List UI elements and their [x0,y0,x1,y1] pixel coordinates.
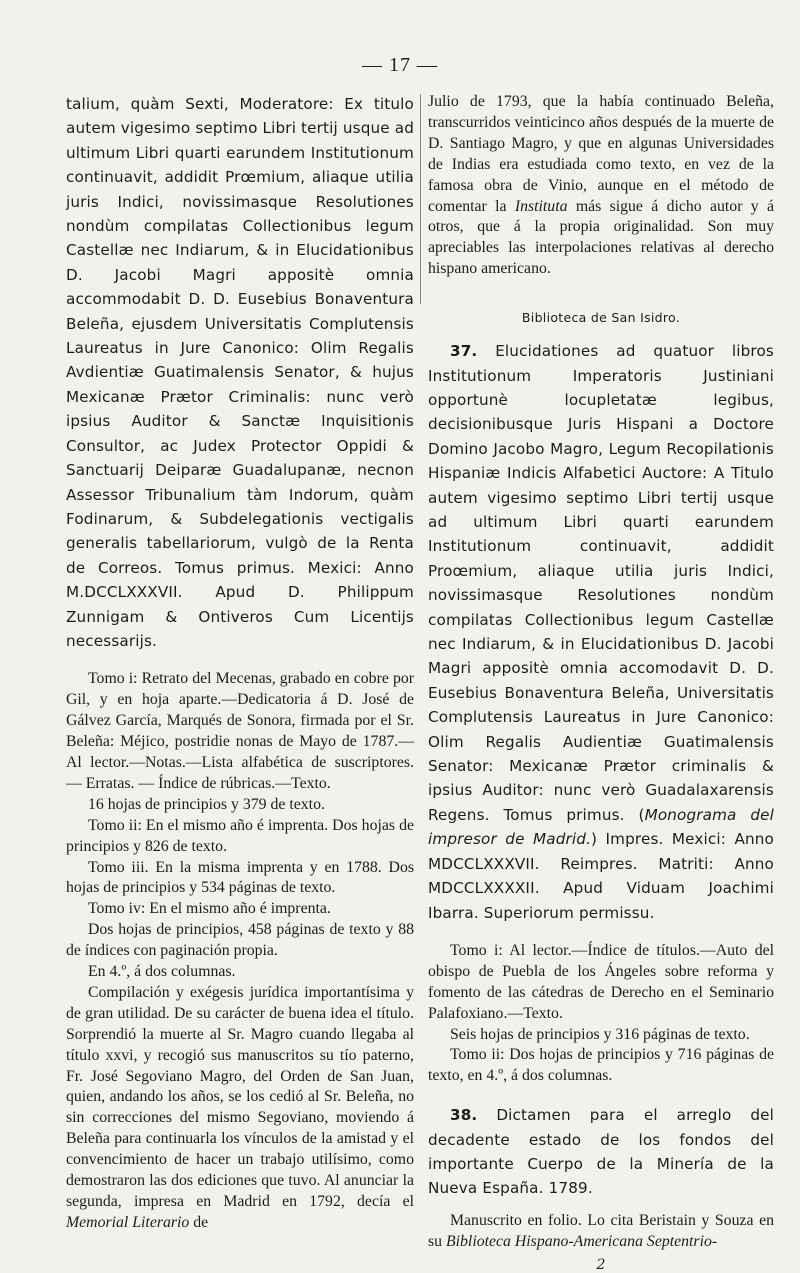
page-number: — 17 — [362,54,438,76]
commentary-end: de [193,1213,209,1231]
entry-38-text: Dictamen para el arreglo del decadente estado de los fondos del importante Cuerpo de la Minería de la Nueva España. 1789. [428,1106,774,1198]
column-divider [420,94,421,304]
tomo-3-description: Tomo iii. En la misma imprenta y en 1788. Dos hojas de principios y 534 páginas de texto. [66,858,414,897]
entry-37-tomo-1: Tomo i: Al lector.—Índice de títulos.—Auto del obispo de Puebla de los Ángeles sobre reforma y fomento de las cátedras de Derecho en el Seminario Palafoxiano.—Texto. [428,941,774,1022]
tomo-4-pages: Dos hojas de principios, 458 páginas de texto y 88 de índices con paginación propia. [66,921,414,960]
commentary-italic: Memorial Literario [66,1213,190,1231]
latin-title-continuation: talium, quàm Sexti, Moderatore: Ex titulo autem vigesimo septimo Libri tertij usque ad ultimum Libri quarti earundem Institutionum continuavit, addidit Prœmium, aliaque utilia juris Indici, novissimasque Resolutiones nondùm compilatas Collectionibus legum Castellæ nec Indiarum, & in Elucidationibus D. Jacobi Magri appositè omnia accommodabit D. D. Eusebius Bonaventura Beleña, ejusdem Universitatis Complutensis Laureatus in Jure Canonico: Olim Regalis Avdientiæ Guatimalensis Senator, & hujus Mexicanæ Prætor Criminalis: nunc verò ipsius Auditor & Sanctæ Inquisitionis Consultor, ac Judex Protector Oppidi & Sanctuarij Deiparæ Guadalupanæ, necnon Assessor Tribunalium tàm Indorum, quàm Fodinarum, & Subdelegationis vectigalis generalis tabellariorum, vulgò de la Renta de Correos. Tomus primus. Mexici: Anno M.DCCLXXXVII. Apud D. Philippum Zunnigam & Ontiveros Cum Licentijs necessarijs. [66,95,414,650]
entry-37 [428,339,774,925]
continuation-end: más sigue á dicho autor y á otros, que á la propia originalidad. Son muy apreciables las interpolaciones relativas al derecho hispano americano. [428,197,775,278]
entry-38-note-text: Manuscrito en folio. Lo cita Beristain y Souza en su [428,1211,774,1250]
library-stamp: Biblioteca de San Isidro. [521,310,681,326]
tomo-4-description: Tomo iv: En el mismo año é imprenta. [88,900,331,918]
commentary-continuation [428,92,774,280]
tomo-1-pages: 16 hojas de principios y 379 de texto. [88,795,325,813]
left-column [66,92,414,1234]
entry-38 [428,1103,774,1201]
tomo-1-description: Tomo i: Retrato del Mecenas, grabado en cobre por Gil, y en hoja aparte.—Dedicatoria á D. José de Gálvez García, Marqués de Sonora, firmada por el Sr. Beleña: Méjico, postridie nonas de Mayo de 1787.—Al lector.—Notas.—Lista alfabética de suscriptores. — Erratas. — Índice de rúbricas.—Texto. [66,670,414,792]
entry-38-number: 38. [450,1106,478,1125]
entry-38-note-italic: Biblioteca Hispano-Americana Septentrio- [446,1232,718,1250]
right-column [428,92,774,1273]
entry-37-end: ) Impres. Mexici: Anno MDCCLXXXVII. Reimpres. Matriti: Anno MDCCLXXXXII. Apud Viduam Joachimi Ibarra. Superiorum permissu. [428,830,774,922]
entry-37-tomo-2: Tomo ii: Dos hojas de principios y 716 páginas de texto, en 4.º, á dos columnas. [428,1046,774,1085]
commentary-text: Compilación y exégesis jurídica importantísima y de gran utilidad. De su carácter de buena idea el título. Sorprendió la muerte al Sr. Magro cuando llegaba al título xxvi, y recogió sus manuscritos su tío paterno, Fr. José Segoviano Magro, del Orden de San Juan, quien, andando los años, se los cedió al Sr. Beleña, no sin correcciones del mismo Segoviano, moviendo á Beleña para continuarla los vínculos de la amistad y el convencimiento de hacer un trabajo utilísimo, como demostraron las dos ediciones que tuvo. Al anunciar la segunda, impresa en Madrid en 1792, decía el [66,983,414,1210]
entry-37-text: Elucidationes ad quatuor libros Institutionum Imperatoris Justiniani opportunè locupletatæ legibus, decisionibusque Juris Hispani a Doctore Domino Jacobo Magro, Legum Recopilationis Hispaniæ Indicis Alfabetici Auctore: A Titulo autem vigesimo septimo Libri tertij usque ad ultimum Libri quarti earundem Institutionum continuavit, addidit Proœmium, aliaque utilia juris Indici, novissimasque Resolutiones nondùm compilatas Collectionibus legum Castellæ nec Indiarum, & in Elucidationibus D. Jacobi Magri appositè omnia accomodavit D. D. Eusebius Bonaventura Beleña, Universitatis Complutensis Laureatus in Jure Canonico: Olim Regalis Audientiæ Guatimalensis Senator: Mexicanæ Prætor criminalis & ipsius Auditor: nunc verò Guadalaxarensis Regens. Tomus primus. ( [428,342,774,824]
tomo-2-description: Tomo ii: En el mismo año é imprenta. Dos hojas de principios y 826 de texto. [66,816,414,855]
continuation-text: Julio de 1793, que la había continuado Beleña, transcurridos veinticinco años después de la muerte de D. Santiago Magro, y que en algunas Universidades de Indias era estudiada como texto, en vez de la famosa obra de Vinio, aunque en el método de comentar la [428,93,774,215]
entry-37-tomo-1-pages: Seis hojas de principios y 316 páginas de texto. [450,1025,750,1043]
signature-number: 2 [596,1256,606,1273]
entry-37-number: 37. [450,342,478,361]
continuation-italic: Instituta [514,197,568,215]
format-note: En 4.º, á dos columnas. [88,963,236,981]
entry-38-note [428,1211,774,1253]
commentary-paragraph [66,983,414,1234]
entry-37-italic: Monograma del impresor de Madrid. [428,805,774,849]
